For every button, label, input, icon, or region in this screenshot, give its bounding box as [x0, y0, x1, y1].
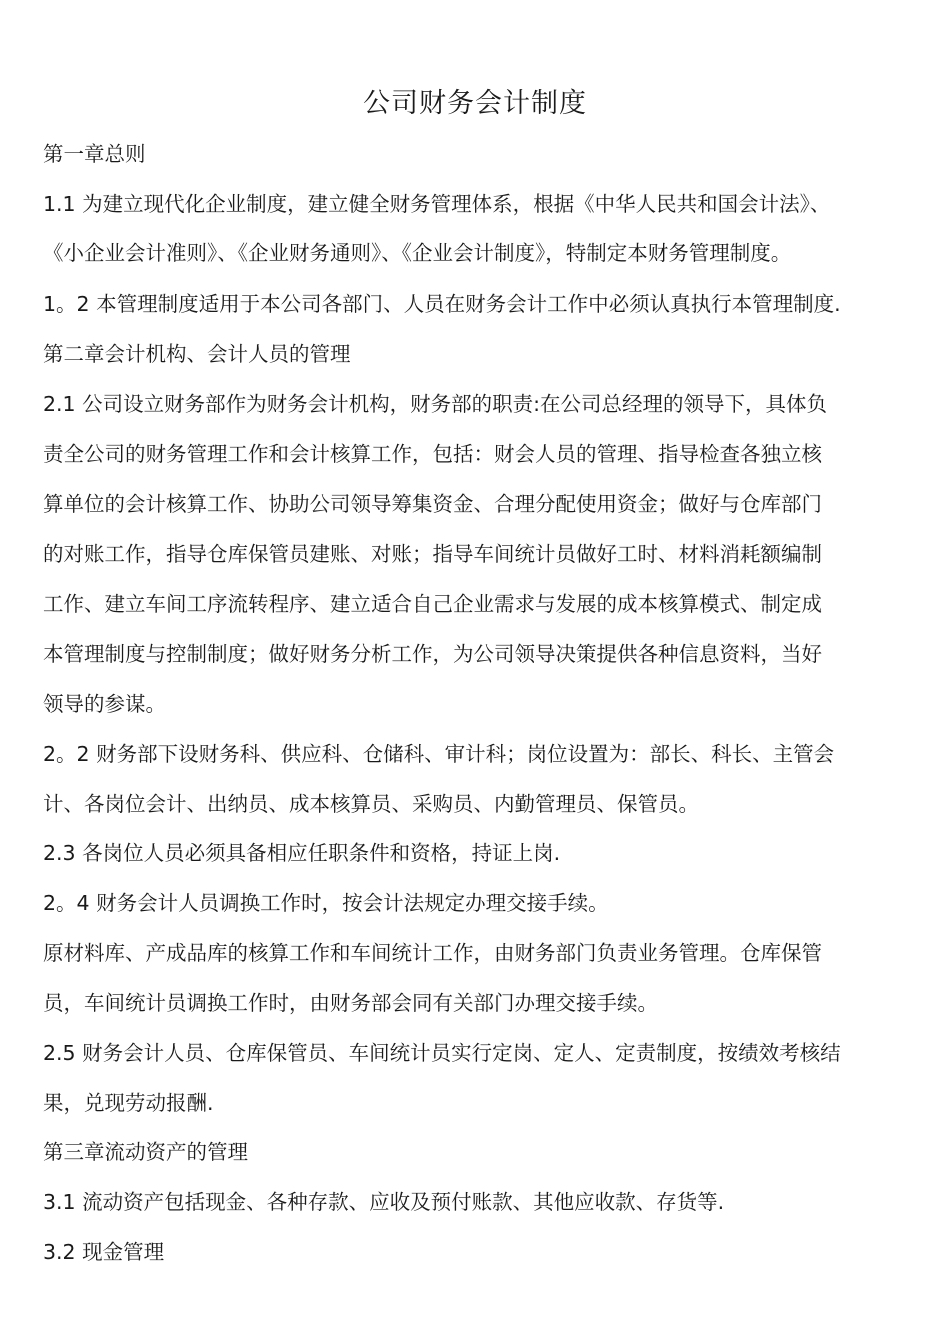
paragraph-line: 1.1 为建立现代化企业制度，建立健全财务管理体系，根据《中华人民共和国会计法》、: [43, 192, 831, 216]
paragraph-line: 《小企业会计准则》、《企业财务通则》、《企业会计制度》，特制定本财务管理制度。: [43, 241, 792, 265]
paragraph-line: 计、各岗位会计、出纳员、成本核算员、采购员、内勤管理员、保管员。: [43, 792, 699, 816]
paragraph-line: 果，兑现劳动报酬.: [43, 1091, 214, 1115]
paragraph-line: 3.1 流动资产包括现金、各种存款、应收及预付账款、其他应收款、存货等.: [43, 1190, 725, 1214]
paragraph-line: 2.1 公司设立财务部作为财务会计机构，财务部的职责:在公司总经理的领导下，具体负: [43, 392, 828, 416]
paragraph-line: 工作、建立车间工序流转程序、建立适合自己企业需求与发展的成本核算模式、制定成: [43, 592, 822, 616]
paragraph-line: 责全公司的财务管理工作和会计核算工作，包括：财会人员的管理、指导检查各独立核: [43, 442, 822, 466]
paragraph-line: 员，车间统计员调换工作时，由财务部会同有关部门办理交接手续。: [43, 991, 658, 1015]
document-title: 公司财务会计制度: [363, 88, 587, 119]
paragraph-line: 原材料库、产成品库的核算工作和车间统计工作，由财务部门负责业务管理。仓库保管: [43, 941, 822, 965]
paragraph-line: 2.5 财务会计人员、仓库保管员、车间统计员实行定岗、定人、定责制度，按绩效考核结: [43, 1041, 841, 1065]
paragraph-line: 2.3 各岗位人员必须具备相应任职条件和资格，持证上岗.: [43, 841, 561, 865]
chapter-heading: 第三章流动资产的管理: [43, 1140, 248, 1164]
paragraph-line: 领导的参谋。: [43, 692, 166, 716]
paragraph-line: 本管理制度与控制制度；做好财务分析工作，为公司领导决策提供各种信息资料，当好: [43, 642, 822, 666]
chapter-heading: 第一章总则: [43, 142, 146, 166]
paragraph-line: 的对账工作，指导仓库保管员建账、对账；指导车间统计员做好工时、材料消耗额编制: [43, 542, 822, 566]
section-heading: 3.2 现金管理: [43, 1240, 165, 1264]
paragraph-line: 2。2 财务部下设财务科、供应科、仓储科、审计科；岗位设置为：部长、科长、主管会: [43, 742, 835, 766]
chapter-heading: 第二章会计机构、会计人员的管理: [43, 342, 351, 366]
paragraph-line: 算单位的会计核算工作、协助公司领导筹集资金、合理分配使用资金；做好与仓库部门: [43, 492, 822, 516]
paragraph-line: 1。2 本管理制度适用于本公司各部门、人员在财务会计工作中必须认真执行本管理制度.: [43, 292, 841, 316]
paragraph-line: 2。4 财务会计人员调换工作时，按会计法规定办理交接手续。: [43, 891, 609, 915]
